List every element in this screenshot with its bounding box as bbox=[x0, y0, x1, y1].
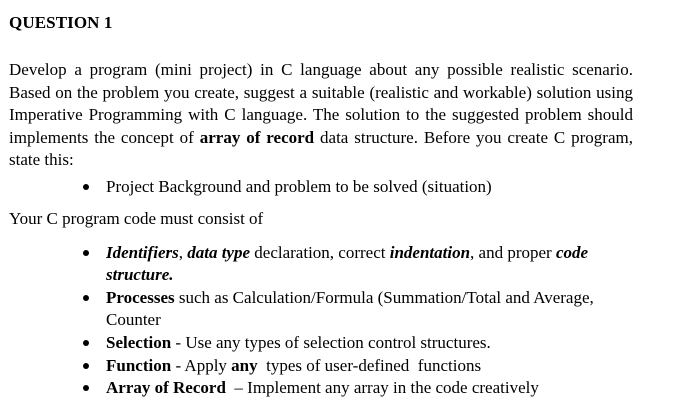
indentation-label: indentation bbox=[389, 243, 471, 262]
intro-text-part1: Develop a program (mini project) in C language about any possible realistic scenario. Based on the problem you create, suggest a suitable (realistic and workable) solution using Imperative Programming with C language. The solution to the suggested problem should implements the concept of bbox=[9, 60, 633, 147]
function-text-1: - Apply bbox=[171, 355, 232, 375]
function-label: Function bbox=[106, 355, 172, 375]
selection-label: Selection bbox=[106, 333, 172, 352]
selection-text: - Use any types of selection control structures. bbox=[171, 333, 491, 352]
requirement-function bbox=[81, 355, 611, 377]
requirement-array-of-record bbox=[81, 377, 611, 399]
identifiers-text-2: declaration, correct bbox=[250, 243, 390, 262]
requirements-list bbox=[81, 242, 611, 400]
function-any-label: any bbox=[231, 355, 258, 375]
processes-text: such as Calculation/Formula (Summation/Total and Average, Counter bbox=[106, 288, 594, 330]
question-title: QUESTION 1 bbox=[9, 13, 113, 32]
question-intro-paragraph bbox=[9, 59, 633, 172]
array-of-record-label: Array of Record bbox=[106, 378, 226, 398]
intro-bold-array-of-record: array of record bbox=[199, 127, 315, 147]
requirement-identifiers bbox=[81, 242, 611, 287]
requirements-intro: Your C program code must consist of bbox=[9, 209, 264, 228]
code-structure-label: code structure. bbox=[106, 243, 589, 285]
intro-text-part2: data structure. Before you create C program, state this: bbox=[9, 127, 633, 170]
identifiers-label: Identifiers bbox=[106, 243, 179, 262]
array-of-record-text: – Implement any array in the code creatively bbox=[225, 378, 539, 398]
state-item-project-background: Project Background and problem to be solved (situation) bbox=[81, 176, 492, 198]
data-type-label: data type bbox=[187, 243, 251, 262]
requirement-processes bbox=[81, 287, 611, 332]
requirement-selection bbox=[81, 332, 611, 354]
state-list bbox=[81, 176, 492, 198]
processes-label: Processes bbox=[106, 288, 175, 307]
identifiers-text-1: , bbox=[178, 243, 188, 262]
identifiers-text-3: , and proper bbox=[470, 243, 556, 262]
function-text-2: types of user-defined functions bbox=[257, 355, 482, 375]
